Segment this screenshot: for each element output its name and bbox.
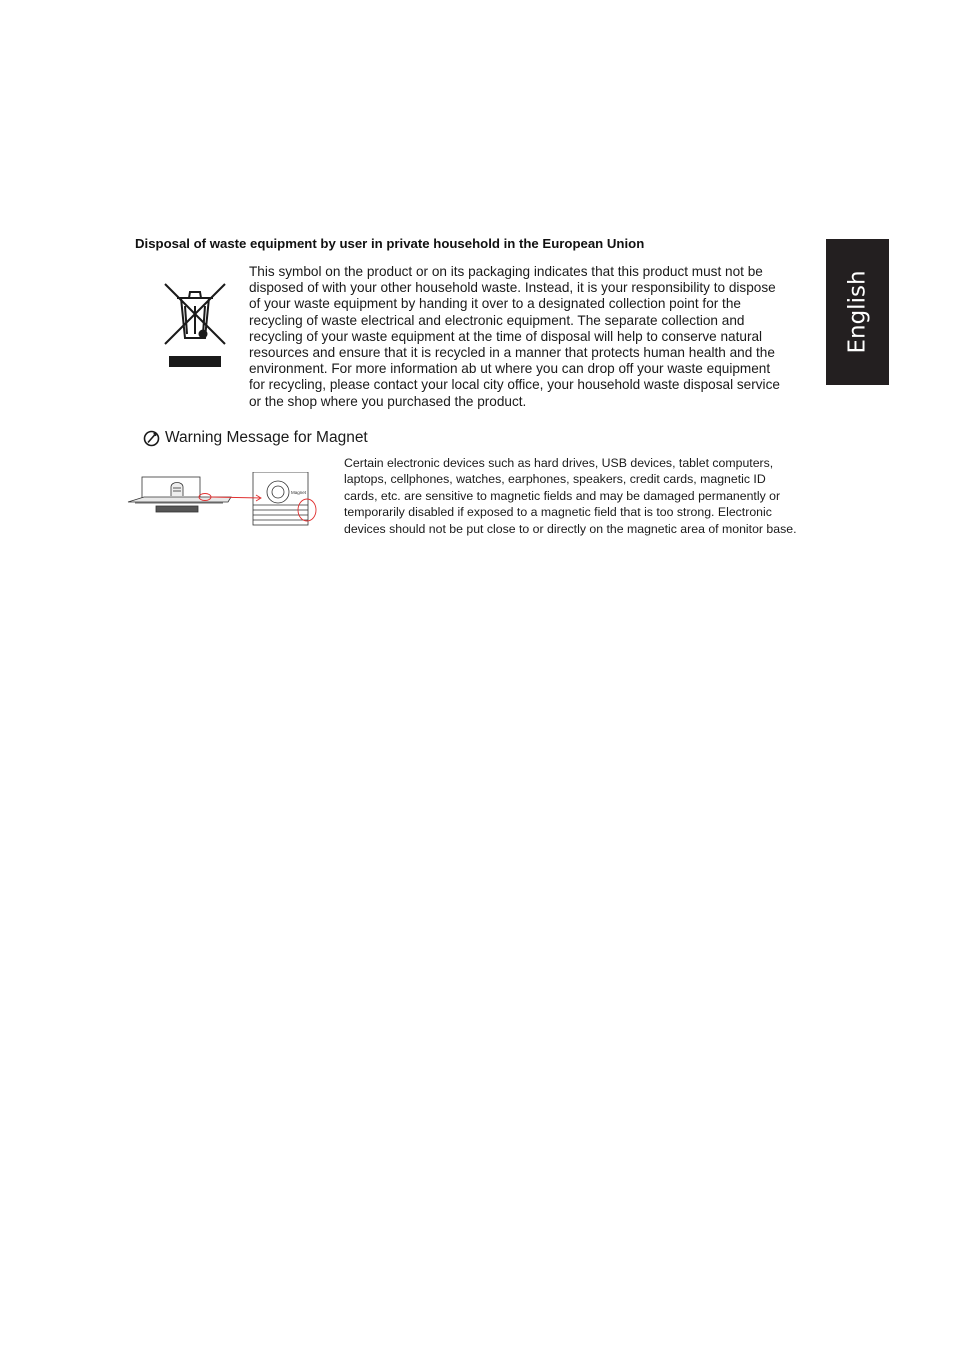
magnet-warning-heading: [143, 429, 368, 447]
monitor-base-magnet-illustration: [125, 472, 327, 532]
disposal-title: Disposal of waste equipment by user in private household in the European Union: [135, 236, 645, 251]
disposal-body: This symbol on the product or on its packaging indicates that this product must not be disposed of with your other household waste. Instead, it is your responsibility to dispose of your waste equipment by handing it over to a designated collection point for the recycling of waste electrical and electronic equipment. The separate collection and recycling of your waste equipment at the time of disposal will help to conserve natural resources and ensure that it is recycled in a manner that protects human health and the environment. For more information ab ut where you can drop off your waste equipment for recycling, please contact your local city office, your household waste disposal service or the shop where you purchased the product.: [249, 264, 780, 409]
language-tab: [826, 239, 889, 385]
warning-circle-icon: [143, 430, 160, 447]
language-tab-label: English: [844, 270, 871, 354]
magnet-warning-body: Certain electronic devices such as hard drives, USB devices, tablet computers, laptops, cellphones, watches, earphones, speakers, credit cards, magnetic ID cards, etc. are sensitive to magnetic fields and may be damaged permanently or temporarily disabled if exposed to a magnetic field that is too strong. Electronic devices should not be put close to or directly on the magnetic area of monitor base.: [344, 456, 797, 536]
magnet-label: Magnet: [291, 490, 307, 495]
magnet-warning-title: Warning Message for Magnet: [165, 429, 368, 446]
crossed-out-wheelie-bin-icon: [163, 282, 227, 368]
